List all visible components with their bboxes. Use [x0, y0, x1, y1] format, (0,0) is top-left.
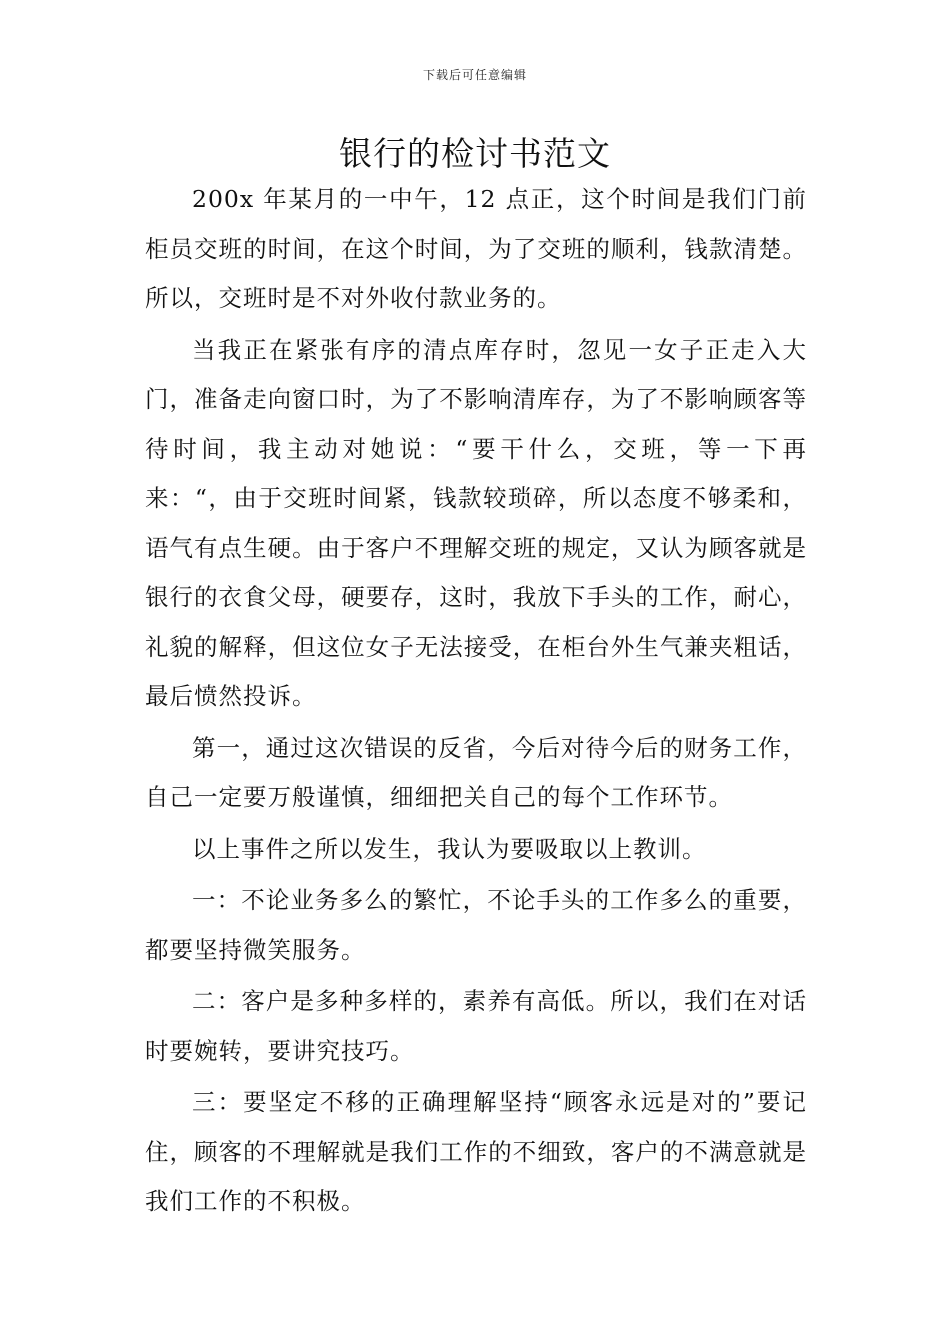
document-title: 银行的检讨书范文: [339, 134, 611, 173]
header-note: 下载后可任意编辑: [422, 68, 527, 82]
paragraph-5: 一：不论业务多么的繁忙，不论手头的工作多么的重要，都要坚持微笑服务。: [145, 886, 807, 964]
paragraph-1: 200x 年某月的一中午，12 点正，这个时间是我们门前柜员交班的时间，在这个时间，为了交班的顺利，钱款清楚。所以，交班时是不对外收付款业务的。: [145, 185, 807, 312]
paragraph-3: 第一，通过这次错误的反省，今后对待今后的财务工作，自己一定要万般谨慎，细细把关自己的每个工作环节。: [145, 733, 807, 811]
paragraph-4: 以上事件之所以发生，我认为要吸取以上教训。: [192, 834, 707, 863]
paragraph-6: 二：客户是多种多样的，素养有高低。所以，我们在对话时要婉转，要讲究技巧。: [145, 987, 807, 1065]
paragraph-2: 当我正在紧张有序的清点库存时，忽见一女子正走入大门，准备走向窗口时，为了不影响清库存，为了不影响顾客等待时间，我主动对她说：“要干什么，交班，等一下再来：“，由于交班时间紧，钱款较琐碎，所以态度不够柔和，语气有点生硬。由于客户不理解交班的规定，又认为顾客就是银行的衣食父母，硬要存，这时，我放下手头的工作，耐心，礼貌的解释，但这位女子无法接受，在柜台外生气兼夹粗话，最后愤然投诉。: [145, 335, 807, 710]
paragraph-7: 三：要坚定不移的正确理解坚持“顾客永远是对的”要记住，顾客的不理解就是我们工作的不细致，客户的不满意就是我们工作的不积极。: [145, 1088, 807, 1215]
document-body: [145, 175, 807, 1227]
